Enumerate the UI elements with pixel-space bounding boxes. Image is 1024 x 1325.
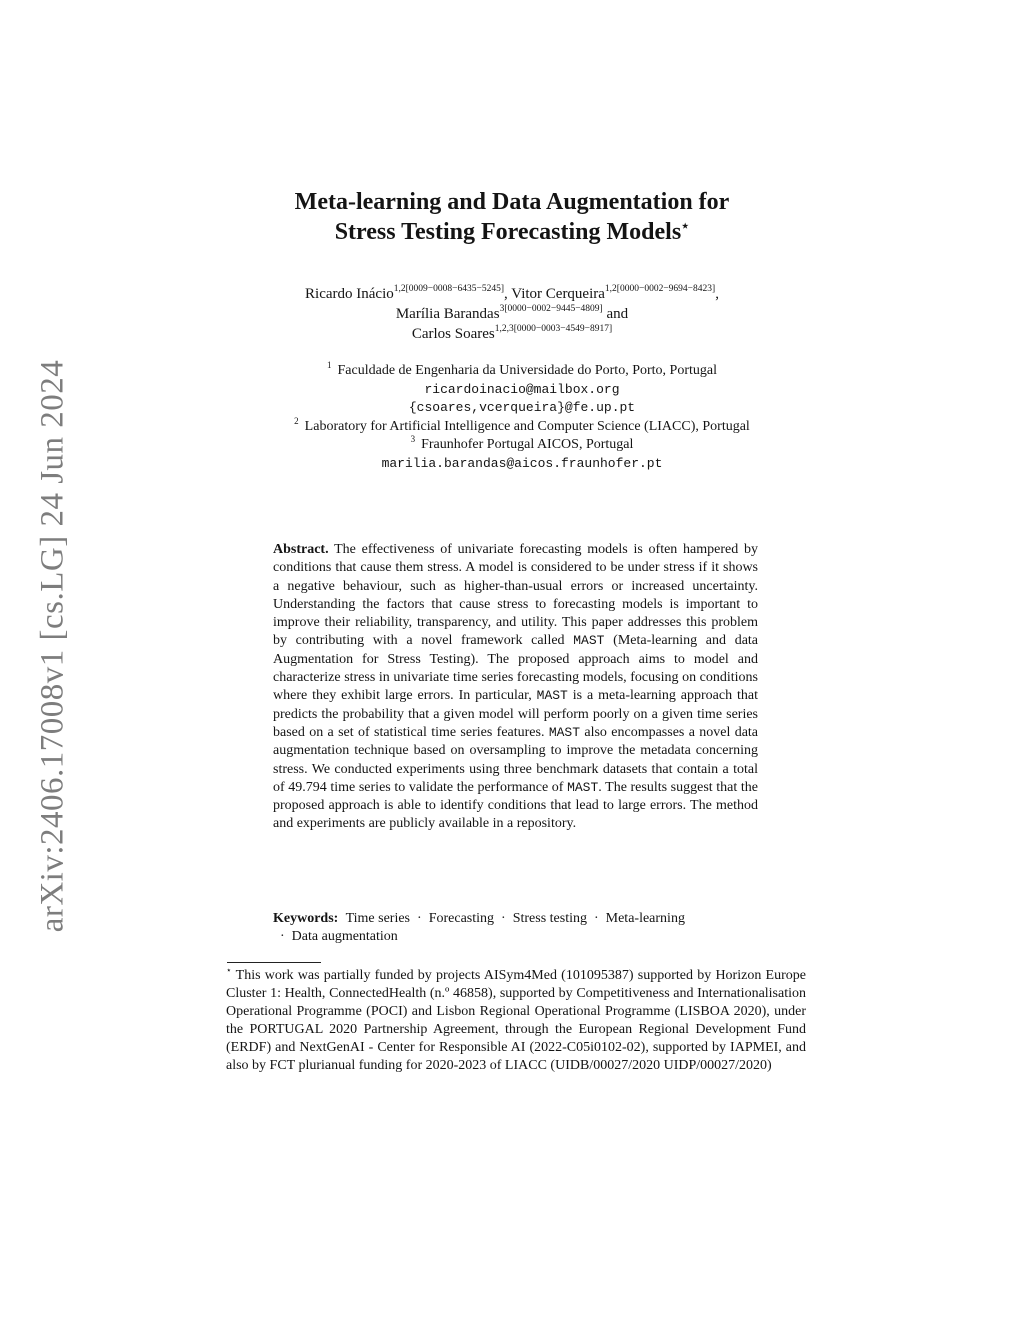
keyword-separator: ·: [593, 911, 599, 926]
affiliation-2: [0, 415, 1024, 437]
funding-footnote: [226, 967, 806, 1076]
author-separator: and: [602, 306, 629, 322]
title-line-1: Meta-learning and Data Augmentation for: [294, 189, 730, 215]
abstract-text: (Meta-learning and data Augmentation for Stress Testing). The proposed approach aims to model and characterize stress in univariate time series forecasting models, focusing on conditions where they exhibit large errors. In particular,: [273, 633, 759, 704]
keyword: Time series: [345, 911, 411, 926]
keywords-label: Keywords:: [273, 911, 339, 926]
author-list: [0, 284, 1024, 344]
affiliation-3: [0, 436, 1024, 455]
affiliations: [0, 362, 1024, 474]
title-line-2: Stress Testing Forecasting Models⋆: [334, 218, 690, 245]
author-separator: ,: [715, 286, 719, 302]
affiliation-email: {csoares,vcerqueira}@fe.up.pt: [408, 400, 636, 416]
affiliation-email: ricardoinacio@mailbox.org: [424, 381, 620, 397]
abstract-text: The effectiveness of univariate forecasting models is often hampered by conditions that cause them stress. A model is considered to be under stress if it shows a negative behaviour, such as higher-than-usual errors or increased uncertainty. Understanding the factors that cause stress to forecasting models is important to improve their reliability, transparency, and utility. This paper addresses this problem by contributing with a novel framework called: [273, 542, 758, 649]
author-name: Ricardo Inácio: [305, 286, 394, 302]
author-line-3: [0, 324, 1024, 344]
author-name: Carlos Soares: [411, 326, 495, 342]
method-name: MAST: [567, 779, 599, 795]
affiliation-email: marilia.barandas@aicos.fraunhofer.pt: [381, 455, 663, 471]
keyword: Forecasting: [428, 911, 495, 926]
author-orcid: 1,2,3[0000−0003−4549−8917]: [494, 324, 613, 334]
keyword: Data augmentation: [291, 929, 398, 945]
keyword-separator: ·: [280, 929, 285, 945]
abstract-label: Abstract.: [273, 542, 329, 557]
method-name: MAST: [573, 633, 605, 649]
paper-title: [0, 187, 1024, 247]
author-orcid: 1,2[0009−0008−6435−5245]: [393, 284, 505, 294]
method-name: MAST: [548, 724, 581, 740]
abstract-text: . The results suggest that the proposed approach is able to identify conditions that lead to large errors. The method and experiments are publicly available in a repository.: [273, 779, 758, 832]
footnote-rule: [227, 962, 321, 963]
author-separator: ,: [504, 286, 512, 302]
affiliation-number: 3: [410, 434, 416, 445]
author-line-1: [0, 284, 1024, 304]
abstract-text: is a meta-learning approach that predicts the probability that a given model will perform poorly on a given time series based on a set of statistical time series features.: [273, 688, 758, 740]
title-footnote-mark: ⋆: [681, 218, 690, 233]
affiliation-number: 2: [294, 415, 299, 426]
author-name: Vitor Cerqueira: [511, 286, 605, 302]
keyword-separator: ·: [417, 911, 422, 926]
keyword: Meta-learning: [605, 911, 685, 926]
author-name: Marília Barandas: [395, 306, 500, 322]
affiliation-1: [0, 362, 1024, 381]
footnote-text: This work was partially funded by projects AISym4Med (101095387) supported by Horizon Europe Cluster 1: Health, ConnectedHealth (n.º 46858), supported by Competitiveness and Internationalisation Operational Programme (POCI) and Lisbon Regional Operational Programme (LISBOA 2020), under the PORTUGAL 2020 Partnership Agreement, through the European Regional Development Fund (ERDF) and NextGenAI - Center for Responsible AI (2022-C05i0102-02), supported by IAPMEI, and also by FCT plurianual funding for 2020-2023 of LIACC (UIDB/00027/2020 UIDP/00027/2020): [226, 968, 806, 1074]
keywords: [273, 910, 758, 947]
method-name: MAST: [536, 688, 568, 704]
author-orcid: 1,2[0000−0002−9694−8423]: [604, 284, 716, 294]
arxiv-identifier: arXiv:2406.17008v1 [cs.LG] 24 Jun 2024: [34, 359, 71, 933]
footnote-mark: ⋆: [226, 965, 232, 975]
affiliation-text: Faculdade de Engenharia da Universidade do Porto, Porto, Portugal: [337, 363, 717, 378]
abstract: [273, 541, 758, 834]
affiliation-text: Fraunhofer Portugal AICOS, Portugal: [421, 437, 634, 453]
abstract-text: also encompasses a novel data augmentation technique based on oversampling to improve the metadata concerning stress. We conducted experiments using three benchmark datasets that contain a total of 49.794 time series to validate the performance of: [273, 724, 759, 795]
author-orcid: 3[0000−0002−9445−4809]: [499, 304, 603, 314]
keyword-separator: ·: [501, 911, 506, 926]
keyword: Stress testing: [512, 911, 587, 926]
affiliation-number: 1: [327, 360, 332, 370]
affiliation-text: Laboratory for Artificial Intelligence and Computer Science (LIACC), Portugal: [304, 418, 750, 434]
author-line-2: [0, 304, 1024, 324]
